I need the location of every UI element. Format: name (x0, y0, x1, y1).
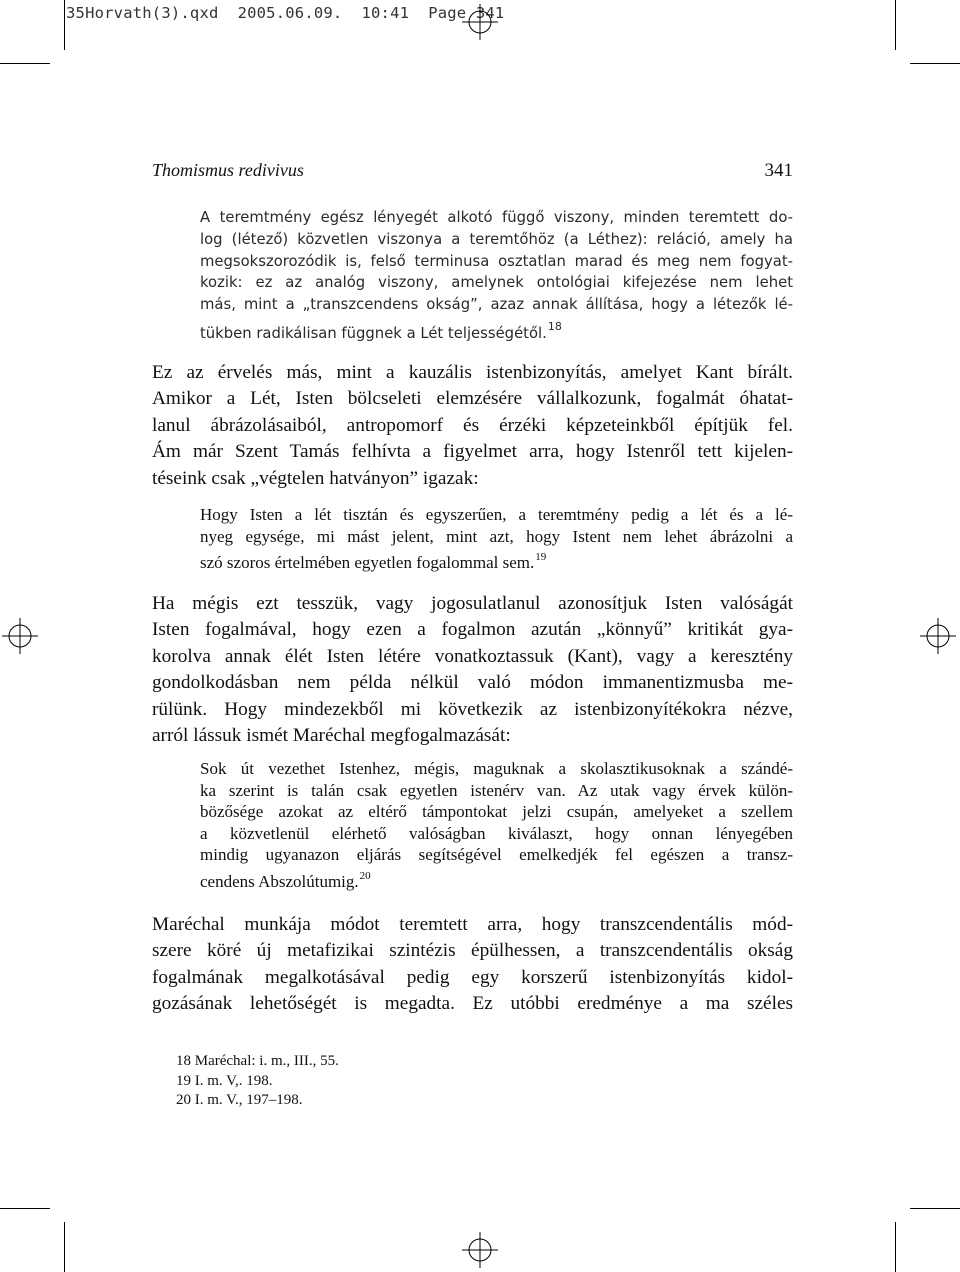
crop-mark-top-left-horizontal (0, 63, 50, 64)
block-quote-2 (200, 504, 793, 574)
body-paragraph-1 (152, 360, 793, 492)
body-line: fogalmának megalkotásával pedig egy korszerű istenbizonyítás kidol- (152, 966, 793, 988)
quote-line: a közvetlenül elérhető valóságban kiválaszt, hogy onnan lényegében (200, 823, 793, 843)
body-line: Ám már Szent Tamás felhívta a figyelmet arra, hogy Istenről tett kijelen- (152, 441, 793, 463)
block-quote-1 (200, 207, 793, 345)
body-paragraph-2 (152, 591, 793, 749)
crop-mark-top-right-horizontal (910, 63, 960, 64)
quote-line: Sok út vezethet Istenhez, mégis, maguknak a skolasztikusoknak a szándé- (200, 759, 793, 778)
quote-line: mindig ugyanazon eljárás segítségével emelkedjék fel egészen a transz- (200, 845, 793, 865)
quote-line-last (200, 547, 793, 574)
footnote-ref-20[interactable]: 20 (359, 869, 371, 882)
crop-mark-bottom-right-horizontal (910, 1208, 960, 1209)
file-slug: 35Horvath(3).qxd 2005.06.09. 10:41 Page 341 (66, 4, 505, 22)
quote-line-text: tükben radikálisan függnek a Lét teljességétől. (200, 324, 547, 342)
block-quote-3 (200, 758, 793, 893)
body-line-last: téseink csak „végtelen hatványon” igazak: (152, 467, 479, 489)
body-line: gondolkodásban nem példa nélkül való módon immanentizmusba me- (152, 672, 793, 694)
quote-line: bözősége azokat az eltérő támpontokat jelzi csupán, amelyeket a szellem (200, 802, 793, 822)
crop-mark-top-right-vertical (895, 0, 896, 50)
registration-mark-right-icon (920, 618, 956, 654)
quote-line: más, mint a „transzcendens okság”, azaz annak állítása, hogy a létezők lé- (200, 296, 793, 314)
quote-line-last (200, 866, 793, 893)
body-line: korolva annak élét Isten létére vonatkoztassuk (Kant), vagy a keresztény (152, 645, 793, 667)
registration-mark-left-icon (2, 618, 38, 654)
body-line: Maréchal munkája módot teremtett arra, hogy transzcendentális mód- (152, 914, 793, 935)
crop-mark-top-left-vertical (64, 0, 65, 50)
quote-line-text: szó szoros értelmében egyetlen fogalommal sem. (200, 553, 535, 573)
body-line: rülünk. Hogy mindezekből mi következik az istenbizonyítékokra nézve, (152, 698, 793, 720)
footnote-ref-19[interactable]: 19 (535, 551, 547, 564)
body-paragraph-3 (152, 912, 793, 1018)
footnotes (176, 1052, 339, 1111)
quote-line-last (200, 316, 793, 345)
crop-mark-bottom-right-vertical (895, 1222, 896, 1272)
quote-line: nyeg egysége, mi mást jelent, mint azt, hogy Istent nem lehet ábrázolni a (200, 526, 793, 546)
quote-line: kozik: ez az analóg viszony, amelynek ontológiai kifejezése nem lehet (200, 274, 793, 292)
quote-line-text: cendens Abszolútumig. (200, 871, 359, 891)
quote-line: ka szerint is talán csak egyetlen istenérv van. Az utak vagy érvek külön- (200, 780, 793, 800)
footnote-ref-18[interactable]: 18 (547, 319, 562, 333)
footnote-18: 18 Maréchal: i. m., III., 55. (176, 1053, 339, 1069)
body-line: Isten fogalmával, hogy ezen a fogalmon azután „könnyű” kritikát gya- (152, 619, 793, 641)
body-line-last: arról lássuk ismét Maréchal megfogalmazását: (152, 725, 511, 747)
body-line: Ez az érvelés más, mint a kauzális istenbizonyítás, amelyet Kant bírált. (152, 362, 793, 383)
registration-mark-top-icon (462, 4, 498, 40)
running-title: Thomismus redivivus (152, 160, 304, 180)
crop-mark-bottom-left-horizontal (0, 1208, 50, 1209)
quote-line: Hogy Isten a lét tisztán és egyszerűen, a teremtmény pedig a lét és a lé- (200, 505, 793, 524)
quote-line: log (létező) közvetlen viszonya a teremtőhöz (a Léthez): reláció, amely ha (200, 230, 793, 248)
page-number: 341 (764, 160, 793, 181)
crop-mark-bottom-left-vertical (64, 1222, 65, 1272)
footnote-20: 20 I. m. V., 197–198. (176, 1092, 303, 1108)
body-line: lanul ábrázolásaiból, antropomorf és érzéki képzeteinkből építjük fel. (152, 414, 793, 436)
body-line: Ha mégis ezt tesszük, vagy jogosulatlanul azonosítjuk Isten valóságát (152, 593, 793, 614)
quote-line: megsokszorozódik is, felső terminusa osztatlan marad és meg nem fogyat- (200, 252, 793, 270)
footnote-19: 19 I. m. V,. 198. (176, 1072, 273, 1089)
quote-line: A teremtmény egész lényegét alkotó függő viszony, minden teremtett do- (200, 209, 793, 226)
body-line: szere köré új metafizikai szintézis épülhessen, a transzcendentális okság (152, 940, 793, 962)
registration-mark-bottom-icon (462, 1232, 498, 1268)
running-head (152, 160, 793, 186)
body-line: gozásának lehetőségét is megadta. Ez utóbbi eredménye a ma széles (152, 993, 793, 1015)
body-line: Amikor a Lét, Isten bölcseleti elemzésére vállalkozunk, fogalmát óhatat- (152, 388, 793, 410)
